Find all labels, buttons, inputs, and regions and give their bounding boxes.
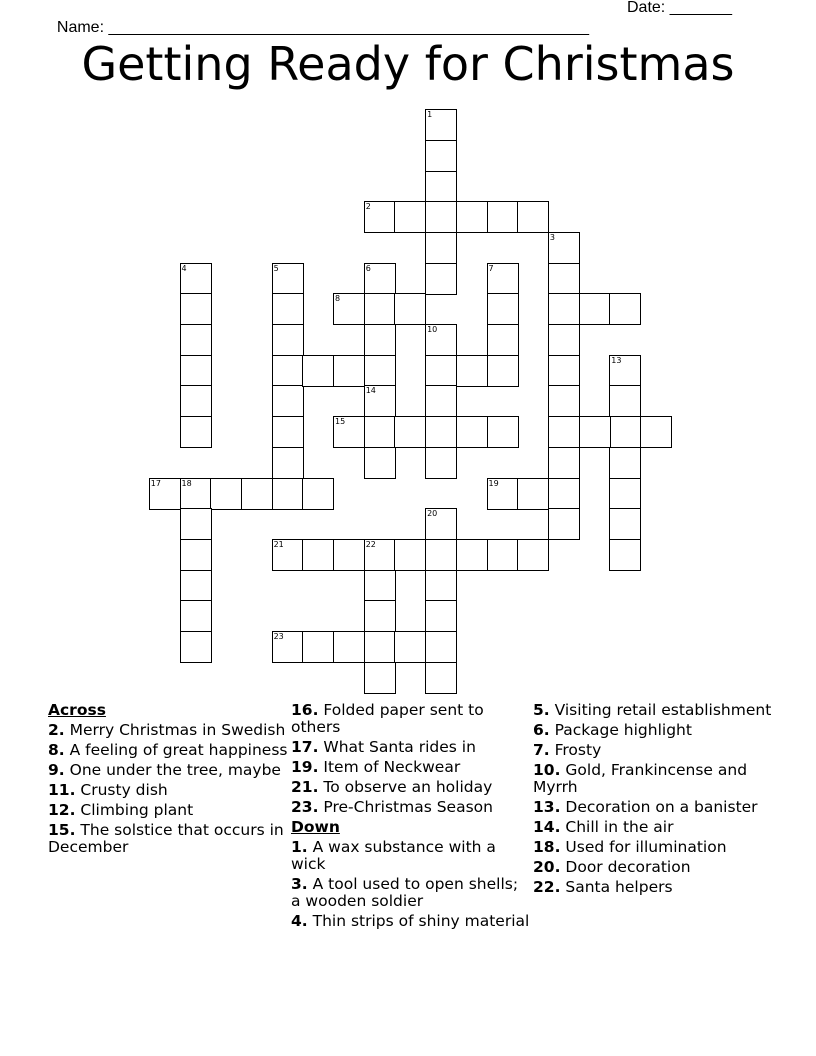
grid-cell[interactable] [364, 201, 396, 233]
grid-cell[interactable] [456, 539, 488, 571]
clue-number: 4 [181, 263, 187, 273]
grid-cell[interactable] [180, 600, 212, 632]
grid-cell[interactable] [394, 539, 426, 571]
clue-item [291, 839, 531, 873]
grid-cell[interactable] [425, 447, 457, 479]
grid-cell[interactable] [272, 263, 304, 295]
grid-cell[interactable] [487, 201, 519, 233]
grid-cell[interactable] [364, 447, 396, 479]
grid-cell[interactable] [548, 355, 580, 387]
clue-number-label: 15. [48, 821, 76, 839]
grid-cell[interactable] [548, 324, 580, 356]
clue-number: 5 [273, 263, 279, 273]
grid-cell[interactable] [364, 355, 396, 387]
grid-cell[interactable] [364, 293, 396, 325]
grid-cell[interactable] [425, 570, 457, 602]
grid-cell[interactable] [272, 631, 304, 663]
clue-text: Merry Christmas in Swedish [64, 721, 286, 739]
grid-cell[interactable] [487, 539, 519, 571]
clue-text: One under the tree, maybe [64, 761, 281, 779]
grid-cell[interactable] [456, 416, 488, 448]
grid-cell[interactable] [394, 293, 426, 325]
grid-cell[interactable] [548, 232, 580, 264]
grid-cell[interactable] [548, 293, 580, 325]
clue-number-label: 23. [291, 798, 319, 816]
clue-number-label: 7. [533, 741, 550, 759]
grid-cell[interactable] [425, 539, 457, 571]
grid-cell[interactable] [180, 293, 212, 325]
grid-cell[interactable] [425, 109, 457, 141]
clue-number-label: 8. [48, 741, 65, 759]
grid-cell[interactable] [425, 416, 457, 448]
grid-cell[interactable] [149, 478, 181, 510]
grid-cell[interactable] [180, 385, 212, 417]
clue-item [533, 742, 773, 759]
clue-number-label: 2. [48, 721, 65, 739]
clue-text: Item of Neckwear [318, 758, 461, 776]
clue-text: Santa helpers [560, 878, 673, 896]
clue-number: 17 [150, 478, 161, 488]
grid-cell[interactable] [609, 355, 641, 387]
grid-cell[interactable] [425, 662, 457, 694]
clue-number-label: 4. [291, 912, 308, 930]
grid-cell[interactable] [364, 570, 396, 602]
grid-cell[interactable] [425, 355, 457, 387]
grid-cell[interactable] [210, 478, 242, 510]
grid-cell[interactable] [425, 232, 457, 264]
grid-cell[interactable] [394, 631, 426, 663]
clue-number: 21 [273, 539, 284, 549]
clue-number: 7 [488, 263, 494, 273]
clue-item [48, 742, 288, 759]
clue-number: 10 [427, 325, 438, 334]
grid-cell[interactable] [425, 140, 457, 172]
grid-cell[interactable] [609, 385, 641, 417]
grid-cell[interactable] [180, 508, 212, 540]
grid-cell[interactable] [394, 416, 426, 448]
clue-number: 1 [427, 110, 433, 120]
grid-cell[interactable] [180, 324, 212, 356]
clue-text: Frosty [549, 741, 602, 759]
clue-item [291, 876, 531, 910]
grid-cell[interactable] [456, 355, 488, 387]
clue-text: Visiting retail establishment [549, 701, 772, 719]
grid-cell[interactable] [364, 600, 396, 632]
grid-cell[interactable] [302, 478, 334, 510]
date-field-label[interactable]: Date: _______ [627, 0, 732, 16]
clue-item [533, 819, 773, 836]
clue-number-label: 9. [48, 761, 65, 779]
clue-number-label: 5. [533, 701, 550, 719]
clue-text: The solstice that occurs in December [48, 821, 284, 856]
grid-cell[interactable] [487, 478, 519, 510]
grid-cell[interactable] [487, 416, 519, 448]
grid-cell[interactable] [302, 631, 334, 663]
grid-cell[interactable] [364, 416, 396, 448]
clue-number: 2 [365, 202, 371, 212]
grid-cell[interactable] [609, 478, 641, 510]
clue-item [291, 799, 531, 816]
clue-number: 13 [611, 355, 622, 365]
clues-column-2 [291, 702, 531, 933]
grid-cell[interactable] [180, 631, 212, 663]
name-field-label[interactable]: Name: ______________________________________________________ [56, 19, 589, 36]
grid-cell[interactable] [609, 447, 641, 479]
grid-cell[interactable] [333, 293, 365, 325]
grid-cell[interactable] [548, 416, 580, 448]
grid-cell[interactable] [425, 171, 457, 203]
clue-item [48, 722, 288, 739]
grid-cell[interactable] [579, 293, 611, 325]
clue-item [48, 762, 288, 779]
clue-item [533, 839, 773, 856]
grid-cell[interactable] [180, 478, 212, 510]
grid-cell[interactable] [548, 263, 580, 295]
grid-cell[interactable] [333, 539, 365, 571]
clue-number-label: 21. [291, 778, 319, 796]
clue-number-label: 20. [533, 858, 561, 876]
grid-cell[interactable] [333, 416, 365, 448]
grid-cell[interactable] [302, 539, 334, 571]
grid-cell[interactable] [609, 416, 641, 448]
grid-cell[interactable] [180, 570, 212, 602]
grid-cell[interactable] [548, 385, 580, 417]
grid-cell[interactable] [425, 263, 457, 295]
grid-cell[interactable] [302, 355, 334, 387]
grid-cell[interactable] [241, 478, 273, 510]
grid-cell[interactable] [425, 324, 457, 356]
grid-cell[interactable] [180, 263, 212, 295]
clue-number-label: 3. [291, 875, 308, 893]
grid-cell[interactable] [272, 385, 304, 417]
grid-cell[interactable] [487, 293, 519, 325]
clue-number: 23 [273, 632, 284, 641]
clue-text: Thin strips of shiny material [307, 912, 530, 930]
clue-text: Chill in the air [560, 818, 674, 836]
clue-text: Folded paper sent to others [291, 701, 484, 736]
grid-cell[interactable] [548, 508, 580, 540]
clue-item [533, 799, 773, 816]
clue-text: A feeling of great happiness [64, 741, 288, 759]
grid-cell[interactable] [272, 447, 304, 479]
clue-item [533, 722, 773, 739]
clue-number-label: 16. [291, 701, 319, 719]
grid-cell[interactable] [517, 201, 549, 233]
puzzle-title: Getting Ready for Christmas [81, 37, 735, 91]
clue-number-label: 19. [291, 758, 319, 776]
grid-cell[interactable] [364, 385, 396, 417]
grid-cell[interactable] [180, 416, 212, 448]
clue-number: 3 [549, 232, 555, 242]
clue-number: 19 [488, 478, 499, 488]
clues-column-1 [48, 702, 288, 859]
grid-cell[interactable] [579, 416, 611, 448]
clue-text: A wax substance with a wick [291, 838, 496, 873]
grid-cell[interactable] [180, 539, 212, 571]
clue-item [533, 859, 773, 876]
clue-text: Climbing plant [75, 801, 194, 819]
grid-cell[interactable] [487, 263, 519, 295]
clue-text: Used for illumination [560, 838, 727, 856]
clue-text: To observe an holiday [318, 778, 493, 796]
clue-text: What Santa rides in [318, 738, 476, 756]
grid-cell[interactable] [609, 508, 641, 540]
clue-item [291, 759, 531, 776]
clue-number: 22 [365, 539, 376, 549]
clue-number-label: 11. [48, 781, 76, 799]
grid-cell[interactable] [548, 478, 580, 510]
clue-text: Gold, Frankincense and Myrrh [533, 761, 748, 796]
clue-item [291, 702, 531, 736]
clue-number-label: 10. [533, 761, 561, 779]
grid-cell[interactable] [272, 293, 304, 325]
clue-number-label: 12. [48, 801, 76, 819]
section-heading: Down [291, 818, 340, 836]
grid-cell[interactable] [517, 478, 549, 510]
clue-number: 15 [335, 417, 346, 427]
grid-cell[interactable] [425, 631, 457, 663]
clue-number-label: 13. [533, 798, 561, 816]
clue-number-label: 22. [533, 878, 561, 896]
grid-cell[interactable] [364, 631, 396, 663]
grid-cell[interactable] [425, 508, 457, 540]
clue-number-label: 14. [533, 818, 561, 836]
grid-cell[interactable] [609, 539, 641, 571]
clue-item [291, 739, 531, 756]
grid-cell[interactable] [425, 201, 457, 233]
grid-cell[interactable] [272, 478, 304, 510]
grid-cell[interactable] [364, 662, 396, 694]
grid-cell[interactable] [394, 201, 426, 233]
clue-item [533, 879, 773, 896]
grid-cell[interactable] [364, 324, 396, 356]
grid-cell[interactable] [364, 263, 396, 295]
grid-cell[interactable] [548, 447, 580, 479]
clue-item [48, 782, 288, 799]
clue-number-label: 18. [533, 838, 561, 856]
clue-text: Crusty dish [75, 781, 168, 799]
clue-item [291, 779, 531, 796]
grid-cell[interactable] [456, 201, 488, 233]
grid-cell[interactable] [609, 293, 641, 325]
clue-text: Decoration on a banister [560, 798, 758, 816]
grid-cell[interactable] [272, 539, 304, 571]
clue-text: Door decoration [560, 858, 691, 876]
section-heading: Across [48, 701, 106, 719]
grid-cell[interactable] [640, 416, 672, 448]
grid-cell[interactable] [180, 355, 212, 387]
clue-number: 14 [365, 386, 376, 396]
clue-number-label: 1. [291, 838, 308, 856]
clue-text: Package highlight [549, 721, 692, 739]
grid-cell[interactable] [364, 539, 396, 571]
grid-cell[interactable] [487, 324, 519, 356]
grid-cell[interactable] [272, 416, 304, 448]
grid-cell[interactable] [425, 385, 457, 417]
grid-cell[interactable] [333, 355, 365, 387]
grid-cell[interactable] [272, 355, 304, 387]
clue-number: 6 [365, 263, 371, 273]
grid-cell[interactable] [425, 600, 457, 632]
grid-cell[interactable] [517, 539, 549, 571]
clue-item [48, 822, 288, 856]
clue-text: Pre-Christmas Season [318, 798, 493, 816]
grid-cell[interactable] [333, 631, 365, 663]
grid-cell[interactable] [272, 324, 304, 356]
clue-number: 8 [335, 294, 341, 304]
clue-number: 18 [181, 478, 192, 488]
grid-cell[interactable] [487, 355, 519, 387]
clue-item [48, 802, 288, 819]
clue-number-label: 17. [291, 738, 319, 756]
clue-item [533, 762, 773, 796]
clue-number-label: 6. [533, 721, 550, 739]
clue-item [291, 913, 531, 930]
clue-item [533, 702, 773, 719]
clue-number: 20 [427, 509, 438, 519]
clues-column-3 [533, 702, 773, 899]
clue-text: A tool used to open shells; a wooden soldier [291, 875, 519, 910]
